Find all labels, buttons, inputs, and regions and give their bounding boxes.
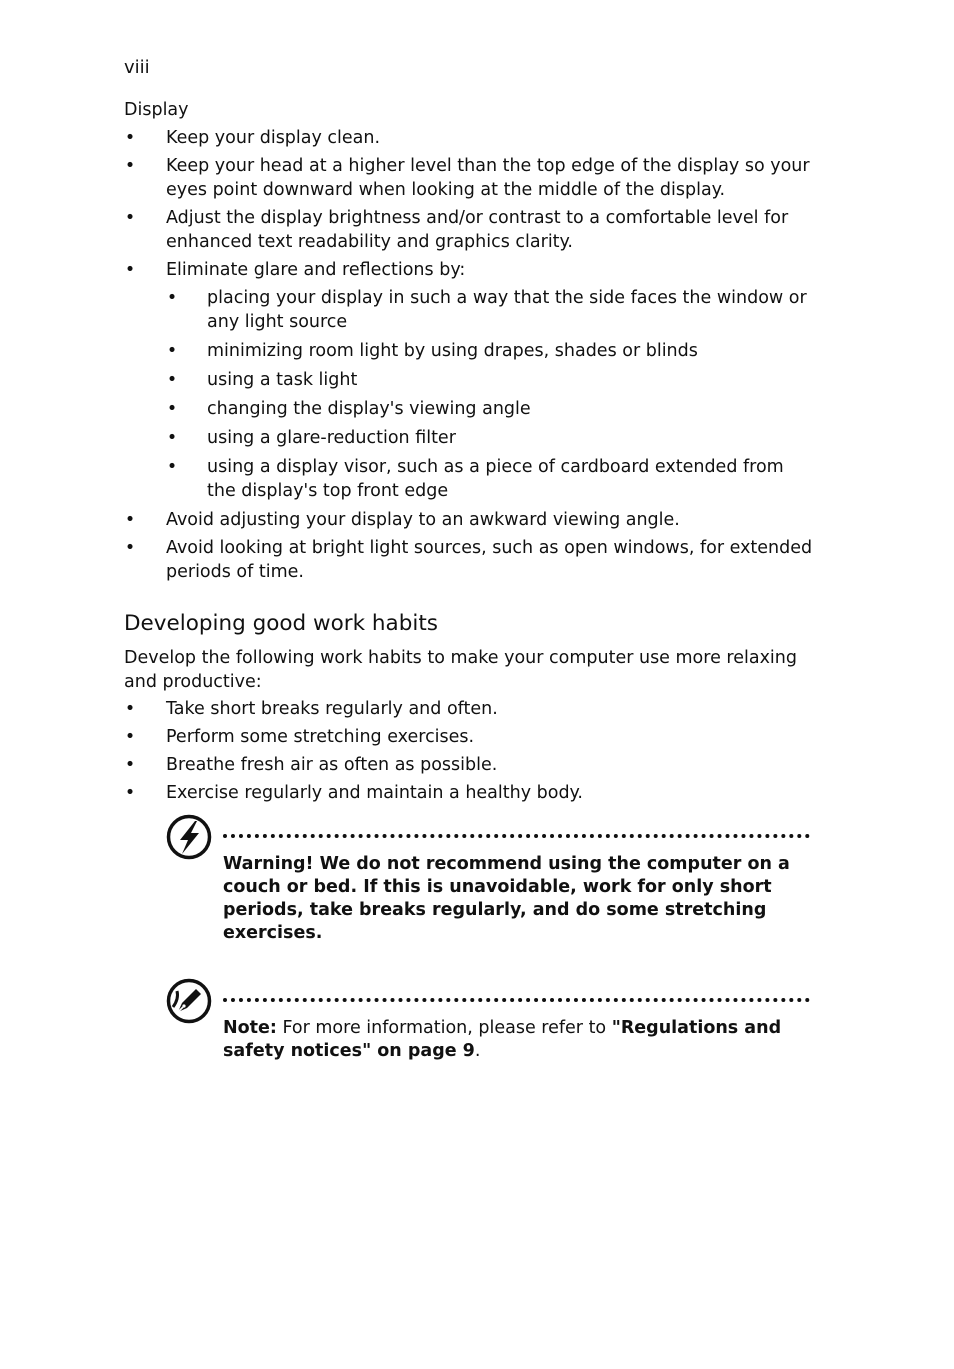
note-callout	[165, 977, 810, 1063]
list-item-text: Perform some stretching exercises.	[166, 727, 475, 747]
warning-callout	[165, 813, 810, 945]
bullet: •	[124, 699, 136, 719]
habits-intro: Develop the following work habits to make your computer use more relaxing and productive:	[124, 648, 797, 692]
sub-list-item-text: changing the display's viewing angle	[207, 399, 531, 419]
display-section-label: Display	[124, 100, 189, 120]
bullet: •	[124, 128, 136, 148]
sub-list-item	[166, 368, 814, 392]
sub-list-item	[166, 397, 814, 421]
bullet: •	[166, 341, 178, 361]
list-item	[124, 508, 814, 532]
list-item	[124, 536, 814, 584]
page-content	[124, 98, 814, 1063]
list-item	[124, 725, 814, 749]
section-heading: Developing good work habits	[124, 611, 438, 636]
sub-list-item	[166, 455, 814, 503]
sub-list-item	[166, 286, 814, 334]
bullet: •	[166, 288, 178, 308]
list-item-text: Exercise regularly and maintain a healthy body.	[166, 783, 583, 803]
list-item	[124, 781, 814, 805]
dotted-rule	[223, 834, 810, 838]
sub-list-item-text: using a display visor, such as a piece of cardboard extended from the display's top front edge	[207, 457, 784, 501]
note-pen-icon	[165, 977, 213, 1025]
bullet: •	[166, 370, 178, 390]
bullet: •	[124, 783, 136, 803]
dotted-rule	[223, 998, 810, 1002]
list-item	[124, 753, 814, 777]
sub-list-item	[166, 339, 814, 363]
page-number: viii	[124, 57, 150, 78]
sub-list-item	[166, 426, 814, 450]
warning-text: Warning! We do not recommend using the computer on a couch or bed. If this is unavoidable, work for only short periods, take breaks regularly, and do some stretching exercises.	[223, 854, 790, 943]
list-item-text: Keep your display clean.	[166, 128, 381, 148]
note-reference-link[interactable]: "Regulations and safety notices" on page 9	[223, 1018, 782, 1061]
note-text	[223, 977, 810, 1063]
list-item-text: Eliminate glare and reflections by:	[166, 260, 466, 280]
list-item-text: Breathe fresh air as often as possible.	[166, 755, 498, 775]
display-tips-list	[124, 126, 814, 584]
sub-list-item-text: placing your display in such a way that the side faces the window or any light source	[207, 288, 807, 332]
bullet: •	[166, 428, 178, 448]
list-item	[124, 258, 814, 503]
glare-sublist	[166, 286, 814, 503]
bullet: •	[124, 156, 136, 176]
list-item	[124, 154, 814, 202]
note-text-after: .	[474, 1041, 481, 1061]
sub-list-item-text: using a task light	[207, 370, 358, 390]
bullet: •	[166, 399, 178, 419]
bullet: •	[124, 755, 136, 775]
bullet: •	[124, 260, 136, 280]
habits-list	[124, 697, 814, 805]
note-text-before: For more information, please refer to	[276, 1018, 612, 1038]
sub-list-item-text: minimizing room light by using drapes, shades or blinds	[207, 341, 698, 361]
list-item-text: Adjust the display brightness and/or contrast to a comfortable level for enhanced text readability and graphics clarity.	[166, 208, 789, 252]
bullet: •	[166, 457, 178, 477]
list-item-text: Take short breaks regularly and often.	[166, 699, 498, 719]
list-item-text: Avoid adjusting your display to an awkward viewing angle.	[166, 510, 680, 530]
list-item-text: Avoid looking at bright light sources, such as open windows, for extended periods of time.	[166, 538, 813, 582]
list-item	[124, 126, 814, 150]
note-label: Note:	[223, 1018, 277, 1038]
bullet: •	[124, 538, 136, 558]
list-item	[124, 697, 814, 721]
list-item	[124, 206, 814, 254]
bullet: •	[124, 727, 136, 747]
bullet: •	[124, 208, 136, 228]
list-item-text: Keep your head at a higher level than the top edge of the display so your eyes point downward when looking at the middle of the display.	[166, 156, 810, 200]
bullet: •	[124, 510, 136, 530]
sub-list-item-text: using a glare-reduction filter	[207, 428, 456, 448]
warning-lightning-icon	[165, 813, 213, 861]
